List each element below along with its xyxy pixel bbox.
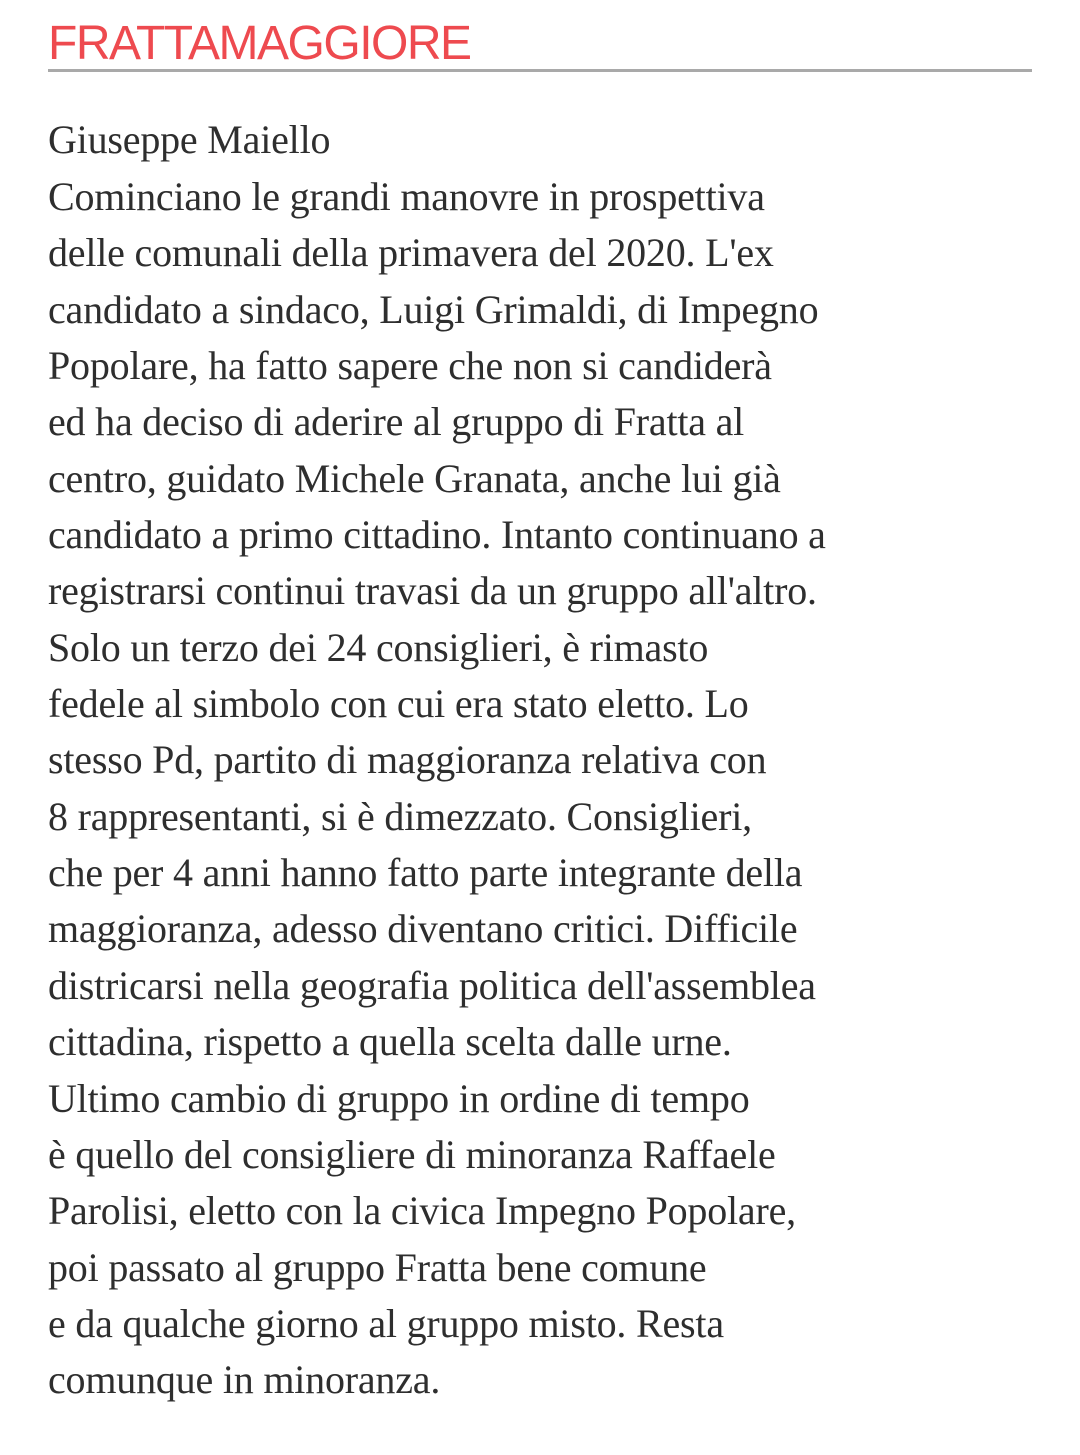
article-body <box>48 112 1032 1409</box>
article-line: candidato a sindaco, Luigi Grimaldi, di Impegno <box>48 286 819 332</box>
article-line: ed ha deciso di aderire al gruppo di Fratta al <box>48 399 745 445</box>
article-line: e da qualche giorno al gruppo misto. Resta <box>48 1300 724 1346</box>
article-line: poi passato al gruppo Fratta bene comune <box>48 1244 707 1290</box>
article-line: che per 4 anni hanno fatto parte integrante della <box>48 850 803 896</box>
article-line: è quello del consigliere di minoranza Raffaele <box>48 1131 776 1177</box>
article-line: districarsi nella geografia politica dell'assemblea <box>48 962 816 1008</box>
article-line: candidato a primo cittadino. Intanto continuano a <box>48 512 826 558</box>
article-line: centro, guidato Michele Granata, anche lui già <box>48 455 781 501</box>
article-line: Popolare, ha fatto sapere che non si candiderà <box>48 343 772 389</box>
article-line: maggioranza, adesso diventano critici. Difficile <box>48 906 798 952</box>
article-text <box>48 169 1032 1409</box>
article-line: stesso Pd, partito di maggioranza relativa con <box>48 737 767 783</box>
article-line: 8 rappresentanti, si è dimezzato. Consiglieri, <box>48 793 752 839</box>
article-line: cittadina, rispetto a quella scelta dalle urne. <box>48 1019 732 1065</box>
section-header <box>48 0 1032 72</box>
article-line: Parolisi, eletto con la civica Impegno Popolare, <box>48 1188 796 1234</box>
article-line: delle comunali della primavera del 2020. L'ex <box>48 230 774 276</box>
article-line: Cominciano le grandi manovre in prospettiva <box>48 174 765 219</box>
author-byline: Giuseppe Maiello <box>48 117 331 162</box>
article-line: fedele al simbolo con cui era stato eletto. Lo <box>48 681 749 727</box>
article-line: Ultimo cambio di gruppo in ordine di tempo <box>48 1075 750 1121</box>
article-line: registrarsi continui travasi da un gruppo all'altro. <box>48 568 817 614</box>
article-page <box>48 0 1032 1409</box>
article-line: Solo un terzo dei 24 consiglieri, è rimasto <box>48 624 709 670</box>
article-line: comunque in minoranza. <box>48 1357 441 1403</box>
section-title: FRATTAMAGGIORE <box>48 17 471 70</box>
